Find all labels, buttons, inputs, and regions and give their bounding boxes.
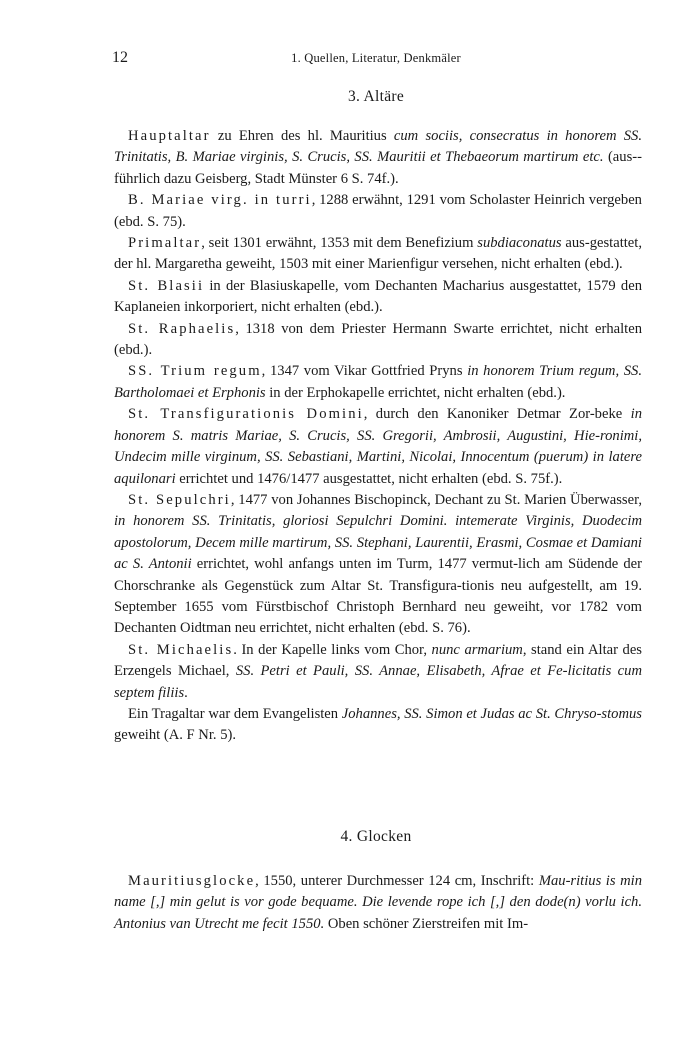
entry-text: (aus-führlich dazu Geisberg, Stadt Münster 6 S. 74f.). <box>114 149 642 187</box>
entry-heading: St. Sepulchri <box>128 491 231 508</box>
entry-paragraph <box>114 871 642 935</box>
entry-text: , 1477 von Johannes Bischopinck, Dechant zu St. Marien Überwasser, <box>230 491 643 508</box>
entry-paragraph <box>114 233 642 276</box>
entry-paragraph <box>114 361 642 404</box>
latin-text: in honorem Trium regum, SS. Bartholomaei et Erphonis <box>114 363 642 401</box>
latin-text: in honorem S. matris Mariae, S. Crucis, SS. Gregorii, Ambrosii, Augustini, Hie-ronimi, Undecim mille virginum, SS. Sebastiani, Martini, Nicolai, Innocentum (puerum) in latere aquilonari <box>114 406 642 487</box>
entry-heading: Mauritiusglocke <box>128 873 256 889</box>
entry-text: errichtet und 1476/1477 ausgestattet, nicht erhalten (ebd. S. 75f.). <box>175 470 563 487</box>
latin-text: subdiaconatus <box>477 235 562 252</box>
entry-heading: St. Raphaelis <box>128 320 236 337</box>
entry-text: errichtet, wohl anfangs unten im Turm, 1477 vermut-lich am Südende der Chorschranke als Gegenstück zum Altar St. Transfigura-tionis neu aufgestellt, am 19. September 1655 vom Fürstbischof Christoph Bernhard neu geweiht, vor 1782 vom Dechanten Oidtman neu errichtet, nicht erhalten (ebd. S. 76). <box>114 556 642 637</box>
entry-text: , seit 1301 erwähnt, 1353 mit dem Benefizium <box>201 235 478 252</box>
entry-text: , durch den Kanoniker Detmar Zor-beke <box>363 406 631 423</box>
page-number: 12 <box>112 49 128 66</box>
section-body-glocken <box>114 871 642 935</box>
latin-text: in honorem SS. Trinitatis, gloriosi Sepulchri Domini. intemerate Virginis, Duodecim apostolorum, Decem mille martirum, SS. Stephani, Laurentii, Erasmi, Cosmae et Damiani ac S. Antonii <box>114 513 642 573</box>
entry-text: Oben schöner Zierstreifen mit Im- <box>324 915 529 932</box>
page-header <box>112 49 640 69</box>
entry-paragraph <box>114 319 642 362</box>
entry-text: in der Erphokapelle errichtet, nicht erhalten (ebd.). <box>265 384 566 401</box>
entry-text: . In der Kapelle links vom Chor, <box>233 641 432 658</box>
entry-text: . <box>184 684 188 701</box>
section-heading-altaere: 3. Altäre <box>347 88 405 105</box>
entry-text: , 1347 vom Vikar Gottfried Pryns <box>261 363 468 380</box>
entry-text: aus-gestattet, der hl. Margaretha geweiht, 1503 mit einer Marienfigur versehen, nicht erhalten (ebd.). <box>114 235 642 273</box>
entry-heading: St. Michaelis <box>128 641 234 658</box>
latin-text: Mau-ritius is min name [,] min gelut is vor gode bequame. Die levende rope ich [,] den dode(n) vorlu ich. Antonius van Utrecht me fecit 1550. <box>114 873 643 932</box>
entry-heading: B. Mariae virg. in turri <box>128 192 312 209</box>
entry-heading: St. Transfigurationis Domini <box>128 406 364 423</box>
entry-paragraph <box>114 190 642 233</box>
entry-paragraph <box>114 126 642 190</box>
entry-paragraph <box>114 276 642 319</box>
entry-paragraph <box>114 640 642 704</box>
entry-paragraph <box>114 704 642 747</box>
latin-text: Johannes, SS. Simon et Judas ac St. Chryso-stomus <box>341 705 642 722</box>
entry-heading: Primaltar <box>128 235 202 252</box>
entry-text: , 1318 von dem Priester Hermann Swarte errichtet, nicht erhalten (ebd.). <box>114 320 642 359</box>
section-body-altaere <box>114 126 642 747</box>
entry-text: in der Blasiuskapelle, vom Dechanten Macharius ausgestattet, 1579 den Kaplaneien inkorporiert, nicht erhalten (ebd.). <box>114 277 642 316</box>
entry-heading: Hauptaltar <box>128 128 211 144</box>
entry-heading: SS. Trium regum <box>128 363 262 380</box>
section-heading-glocken: 4. Glocken <box>340 828 412 845</box>
entry-text: , stand ein Altar des Erzengels Michael, <box>114 641 642 680</box>
entry-text: Ein Tragaltar war dem Evangelisten <box>128 705 342 722</box>
entry-text: , 1550, unterer Durchmesser 124 cm, Inschrift: <box>255 873 539 889</box>
latin-text: nunc armarium <box>431 641 523 658</box>
entry-text: geweiht (A. F Nr. 5). <box>114 727 237 744</box>
entry-text: zu Ehren des hl. Mauritius <box>210 128 394 144</box>
entry-text: , 1288 erwähnt, 1291 vom Scholaster Heinrich vergeben (ebd. S. 75). <box>114 192 642 230</box>
entry-paragraph <box>114 404 642 490</box>
entry-paragraph <box>114 490 642 640</box>
entry-heading: St. Blasii <box>128 277 205 294</box>
latin-text: cum sociis, consecratus in honorem SS. Trinitatis, B. Mariae virginis, S. Crucis, SS. Mauritii et Thebaeorum martirum etc. <box>114 128 642 166</box>
latin-text: SS. Petri et Pauli, SS. Annae, Elisabeth, Afrae et Fe-licitatis cum septem filiis <box>114 663 642 701</box>
running-title: 1. Quellen, Literatur, Denkmäler <box>291 51 461 65</box>
